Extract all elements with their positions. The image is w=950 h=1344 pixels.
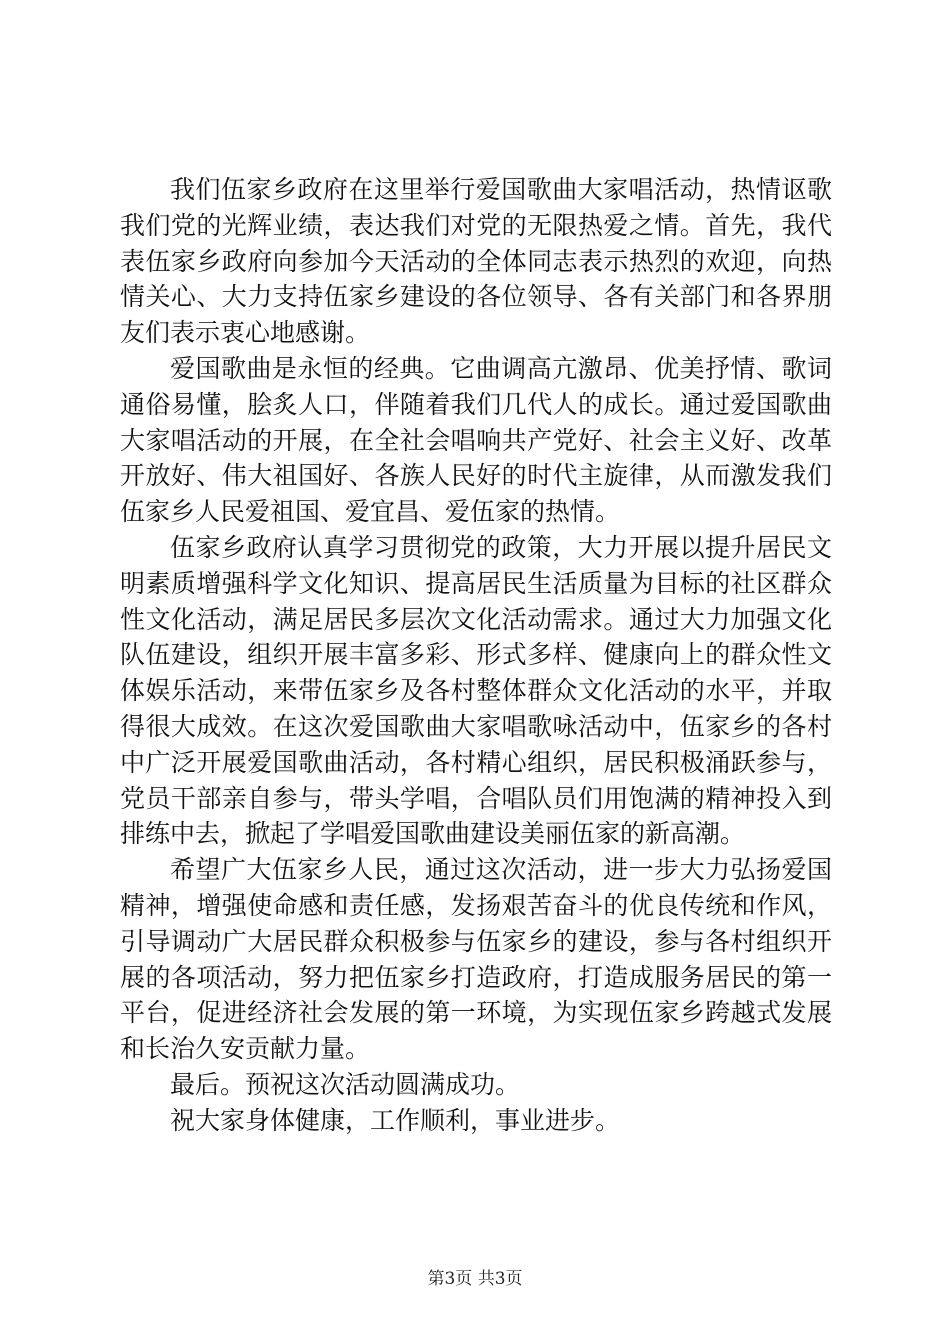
document-body bbox=[120, 172, 832, 1139]
paragraph-welcome: 我们伍家乡政府在这里举行爱国歌曲大家唱活动，热情讴歌我们党的光辉业绩，表达我们对党的无限热爱之情。首先，我代表伍家乡政府向参加今天活动的全体同志表示热烈的欢迎，向热情关心、大力支持伍家乡建设的各位领导、各有关部门和各界朋友们表示衷心地感谢。 bbox=[120, 175, 832, 348]
paragraph-wish-success: 最后。预祝这次活动圆满成功。 bbox=[170, 1069, 521, 1099]
paragraph-classic-songs: 爱国歌曲是永恒的经典。它曲调高亢激昂、优美抒情、歌词通俗易懂，脍炙人口，伴随着我们几代人的成长。通过爱国歌曲大家唱活动的开展，在全社会唱响共产党好、社会主义好、改革开放好、伟大祖国好、各族人民好的时代主旋律，从而激发我们伍家乡人民爱祖国、爱宜昌、爱伍家的热情。 bbox=[120, 353, 832, 527]
page-number-footer: 第3页 共3页 bbox=[427, 1269, 523, 1289]
paragraph-government-work: 伍家乡政府认真学习贯彻党的政策，大力开展以提升居民文明素质增强科学文化知识、提高居民生活质量为目标的社区群众性文化活动，满足居民多层次文化活动需求。通过大力加强文化队伍建设，组织开展丰富多彩、形式多样、健康向上的群众性文体娱乐活动，来带伍家乡及各村整体群众文化活动的水平，并取得很大成效。在这次爱国歌曲大家唱歌咏活动中，伍家乡的各村中广泛开展爱国歌曲活动，各村精心组织，居民积极涌跃参与，党员干部亲自参与，带头学唱，合唱队员们用饱满的精神投入到排练中去，掀起了学唱爱国歌曲建设美丽伍家的新高潮。 bbox=[120, 532, 832, 849]
paragraph-hope: 希望广大伍家乡人民，通过这次活动，进一步大力弘扬爱国精神，增强使命感和责任感，发扬艰苦奋斗的优良传统和作风，引导调动广大居民群众积极参与伍家乡的建设，参与各村组织开展的各项活动，努力把伍家乡打造政府，打造成服务居民的第一平台，促进经济社会发展的第一环境，为实现伍家乡跨越式发展和长治久安贡献力量。 bbox=[120, 855, 832, 1064]
paragraph-blessing: 祝大家身体健康，工作顺利，事业进步。 bbox=[170, 1105, 621, 1135]
